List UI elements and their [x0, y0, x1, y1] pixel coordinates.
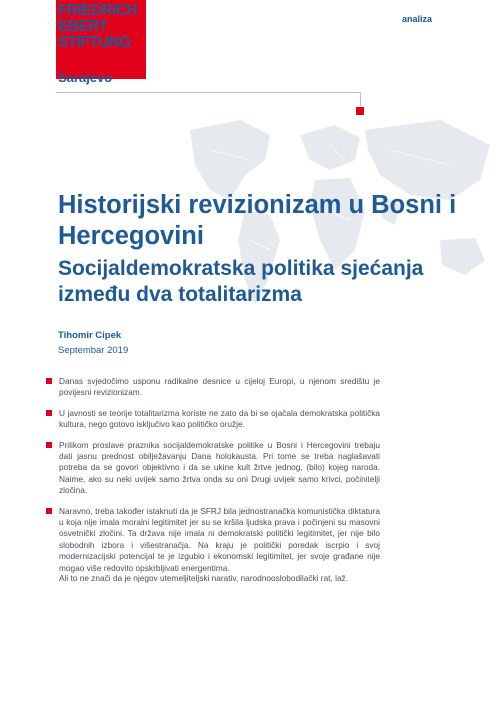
- bullet-text: Naravno, treba također istaknuti da je SFRJ bila jednostranačka komunistička diktatura u koja nije imala moralni legitimitet jer su se kršila ljudska prava i počinjeni su masovni osvetnički zločini. Ta država nije imala ni demokratski politički legitimitet, jer nije bilo slobodnih izbora i višestranačja. Na kraju je politički poredak iscrpio i svoj modernizacijski potencijal te je izgubio i ekonomski legitimitet, jer svoje građane nije mogao više redovito opskrbljivati energentima.: [59, 505, 380, 573]
- document-type-tag: analiza: [401, 14, 432, 24]
- page-title: Historijski revizionizam u Bosni i Hercegovini: [58, 191, 457, 250]
- bullet-marker-icon: [46, 442, 52, 448]
- publication-date: Septembar 2019: [58, 345, 129, 356]
- logo-line-3: STIFTUNG: [58, 34, 131, 51]
- closing-paragraph: Ali to ne znači da je njegov utemeljiteljski narativ, narodnooslobodilački rat, laž.: [59, 573, 349, 583]
- bullet-marker-icon: [46, 378, 52, 384]
- fes-logo: [58, 3, 148, 51]
- bullet-text: Danas svjedočimo usponu radikalne desnice u cijeloj Europi, u njenom središtu je povijesni revizionizam.: [59, 376, 380, 398]
- page-subtitle: Socijaldemokratska politika sjećanja između dva totalitarizma: [58, 257, 424, 306]
- bullet-text: Prilikom proslave praznika socijaldemokratske politike u Bosni i Hercegovini trebaju dati jasnu prednost obilježavanju Dana holokausta. Pri tome se treba naglašavati potreba da se govori objektivno i da se ukine kult žrtve jednog, (bilo) kojeg naroda. Naime, ako su neki uvijek samo žrtva onda su oni Drugi uvijek samo krivci, počinitelji zločina.: [59, 439, 380, 496]
- summary-bullet-list: [58, 376, 380, 583]
- bullet-marker-icon: [46, 410, 52, 416]
- logo-line-2: EBERT: [58, 18, 108, 35]
- summary-bullet: [58, 376, 380, 399]
- logo-city: Sarajevo: [58, 70, 113, 85]
- author-name: Tihomir Cipek: [58, 330, 122, 341]
- logo-line-1: FRIEDRICH: [58, 2, 137, 19]
- summary-bullet: [58, 440, 380, 497]
- bullet-text: U javnosti se teorije totalitarizma koriste ne zato da bi se ojačala demokratska politička kultura, nego gotovo isključivo kao političko oružje.: [59, 407, 380, 430]
- summary-bullet: [58, 408, 380, 431]
- summary-bullet: [58, 506, 380, 574]
- bullet-marker-icon: [46, 508, 52, 514]
